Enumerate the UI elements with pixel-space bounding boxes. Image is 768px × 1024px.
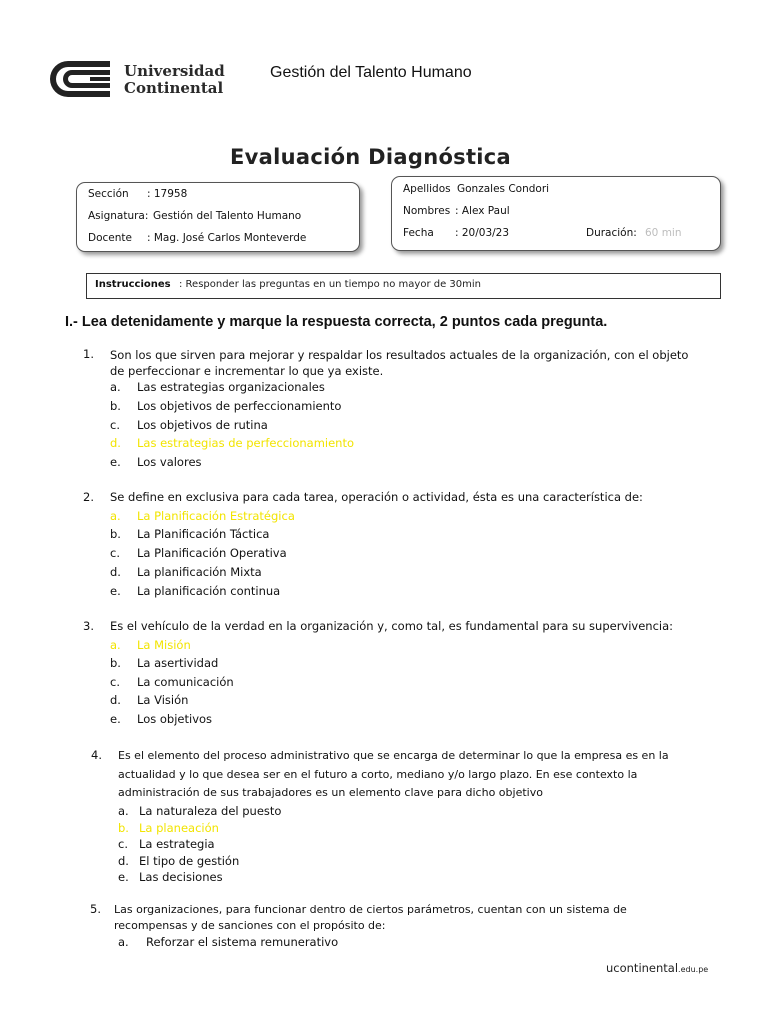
option-letter: a.: [118, 804, 129, 818]
instructions-label: Instrucciones: [95, 279, 171, 290]
option-text: El tipo de gestión: [139, 854, 240, 868]
option-letter: e.: [118, 870, 129, 884]
question-text-line: Las organizaciones, para funcionar dentro de ciertos parámetros, cuentan con un sistema de: [114, 903, 627, 916]
instructions-text: : Responder las preguntas en un tiempo no mayor de 30min: [179, 279, 482, 290]
footer-domain: .edu.pe: [678, 965, 709, 974]
question-number: 5.: [90, 902, 101, 916]
option-text: La estrategia: [139, 837, 215, 851]
option-text: Los objetivos de rutina: [137, 418, 268, 432]
option-text: Las estrategias organizacionales: [137, 380, 325, 394]
option-letter-highlighted: d.: [110, 436, 121, 450]
asignatura-value: Gestión del Talento Humano: [153, 210, 302, 222]
option-text-highlighted: La Planificación Estratégica: [137, 509, 295, 523]
option-text: Los objetivos de perfeccionamiento: [137, 399, 342, 413]
option-letter: c.: [110, 675, 120, 689]
apellidos-label: Apellidos: [403, 183, 451, 195]
option-text: La planificación Mixta: [137, 565, 262, 579]
option-text: Reforzar el sistema remunerativo: [146, 935, 339, 949]
question-number: 2.: [83, 490, 94, 504]
question-number: 1.: [83, 347, 94, 361]
fecha-value: : 20/03/23: [455, 227, 510, 239]
apellidos-value: Gonzales Condori: [457, 183, 550, 195]
option-letter: e.: [110, 712, 121, 726]
option-text: La Visión: [137, 693, 189, 707]
option-text: La Planificación Operativa: [137, 546, 287, 560]
option-letter: d.: [110, 565, 121, 579]
question-number: 3.: [83, 619, 94, 633]
university-logo-icon: [50, 58, 112, 100]
option-text: Los valores: [137, 455, 202, 469]
option-letter: b.: [110, 656, 121, 670]
option-letter: a.: [110, 380, 121, 394]
question-text-line: Es el elemento del proceso administrativo que se encarga de determinar lo que la empresa es en la: [118, 749, 669, 762]
question-text-line: Son los que sirven para mejorar y respaldar los resultados actuales de la organización, con el objeto: [110, 348, 689, 362]
question-text-line: actualidad y lo que desea ser en el futuro a corto, mediano y/o largo plazo. En ese contexto la: [118, 768, 638, 781]
option-letter: c.: [110, 418, 120, 432]
course-info-box: [76, 182, 360, 252]
duracion-label: Duración:: [586, 227, 637, 239]
option-letter: e.: [110, 455, 121, 469]
docente-value: : Mag. José Carlos Monteverde: [147, 232, 307, 244]
option-letter: a.: [118, 935, 129, 949]
option-letter: b.: [110, 527, 121, 541]
university-name: [124, 63, 225, 97]
option-letter: c.: [118, 837, 128, 851]
question-text-line: recompensas y de sanciones con el propósito de:: [114, 919, 386, 932]
option-text: La asertividad: [137, 656, 219, 670]
option-text-highlighted: La Misión: [137, 638, 191, 652]
nombres-value: : Alex Paul: [455, 205, 510, 217]
question-text-line: de perfeccionar e incrementar lo que ya existe.: [110, 364, 384, 378]
option-text: La naturaleza del puesto: [139, 804, 282, 818]
section-heading: I.- Lea detenidamente y marque la respuesta correcta, 2 puntos cada pregunta.: [65, 314, 608, 330]
seccion-label: Sección: [88, 188, 129, 200]
seccion-value: : 17958: [147, 188, 188, 200]
university-name-line1: Universidad: [124, 62, 225, 80]
option-text: La comunicación: [137, 675, 234, 689]
instructions-box: [86, 273, 721, 299]
option-letter-highlighted: a.: [110, 638, 121, 652]
question-text-line: Es el vehículo de la verdad en la organización y, como tal, es fundamental para su supervivencia:: [110, 619, 674, 633]
docente-label: Docente: [88, 232, 132, 244]
option-letter: c.: [110, 546, 120, 560]
course-title: Gestión del Talento Humano: [270, 64, 472, 81]
question-number: 4.: [91, 748, 102, 762]
option-text-highlighted: La planeación: [139, 821, 219, 835]
option-letter: e.: [110, 584, 121, 598]
option-text: Los objetivos: [137, 712, 213, 726]
option-text-highlighted: Las estrategias de perfeccionamiento: [137, 436, 355, 450]
question-text-line: Se define en exclusiva para cada tarea, operación o actividad, ésta es una característica de:: [110, 490, 643, 504]
fecha-label: Fecha: [403, 227, 434, 239]
option-letter-highlighted: a.: [110, 509, 121, 523]
option-text: Las decisiones: [139, 870, 223, 884]
footer-brand-name: ucontinental: [606, 961, 679, 975]
asignatura-label: Asignatura:: [88, 210, 149, 222]
student-info-box: [391, 176, 721, 251]
university-name-line2: Continental: [124, 79, 224, 97]
evaluation-title: Evaluación Diagnóstica: [230, 145, 512, 169]
question-text-line: administración de sus trabajadores es un elemento clave para dicho objetivo: [118, 786, 543, 799]
option-letter-highlighted: b.: [118, 821, 129, 835]
option-letter: d.: [118, 854, 129, 868]
nombres-label: Nombres: [403, 205, 451, 217]
option-text: La planificación continua: [137, 584, 281, 598]
option-letter: b.: [110, 399, 121, 413]
footer-brand: [606, 961, 708, 975]
option-letter: d.: [110, 693, 121, 707]
duracion-value: 60 min: [645, 227, 682, 239]
option-text: La Planificación Táctica: [137, 527, 270, 541]
